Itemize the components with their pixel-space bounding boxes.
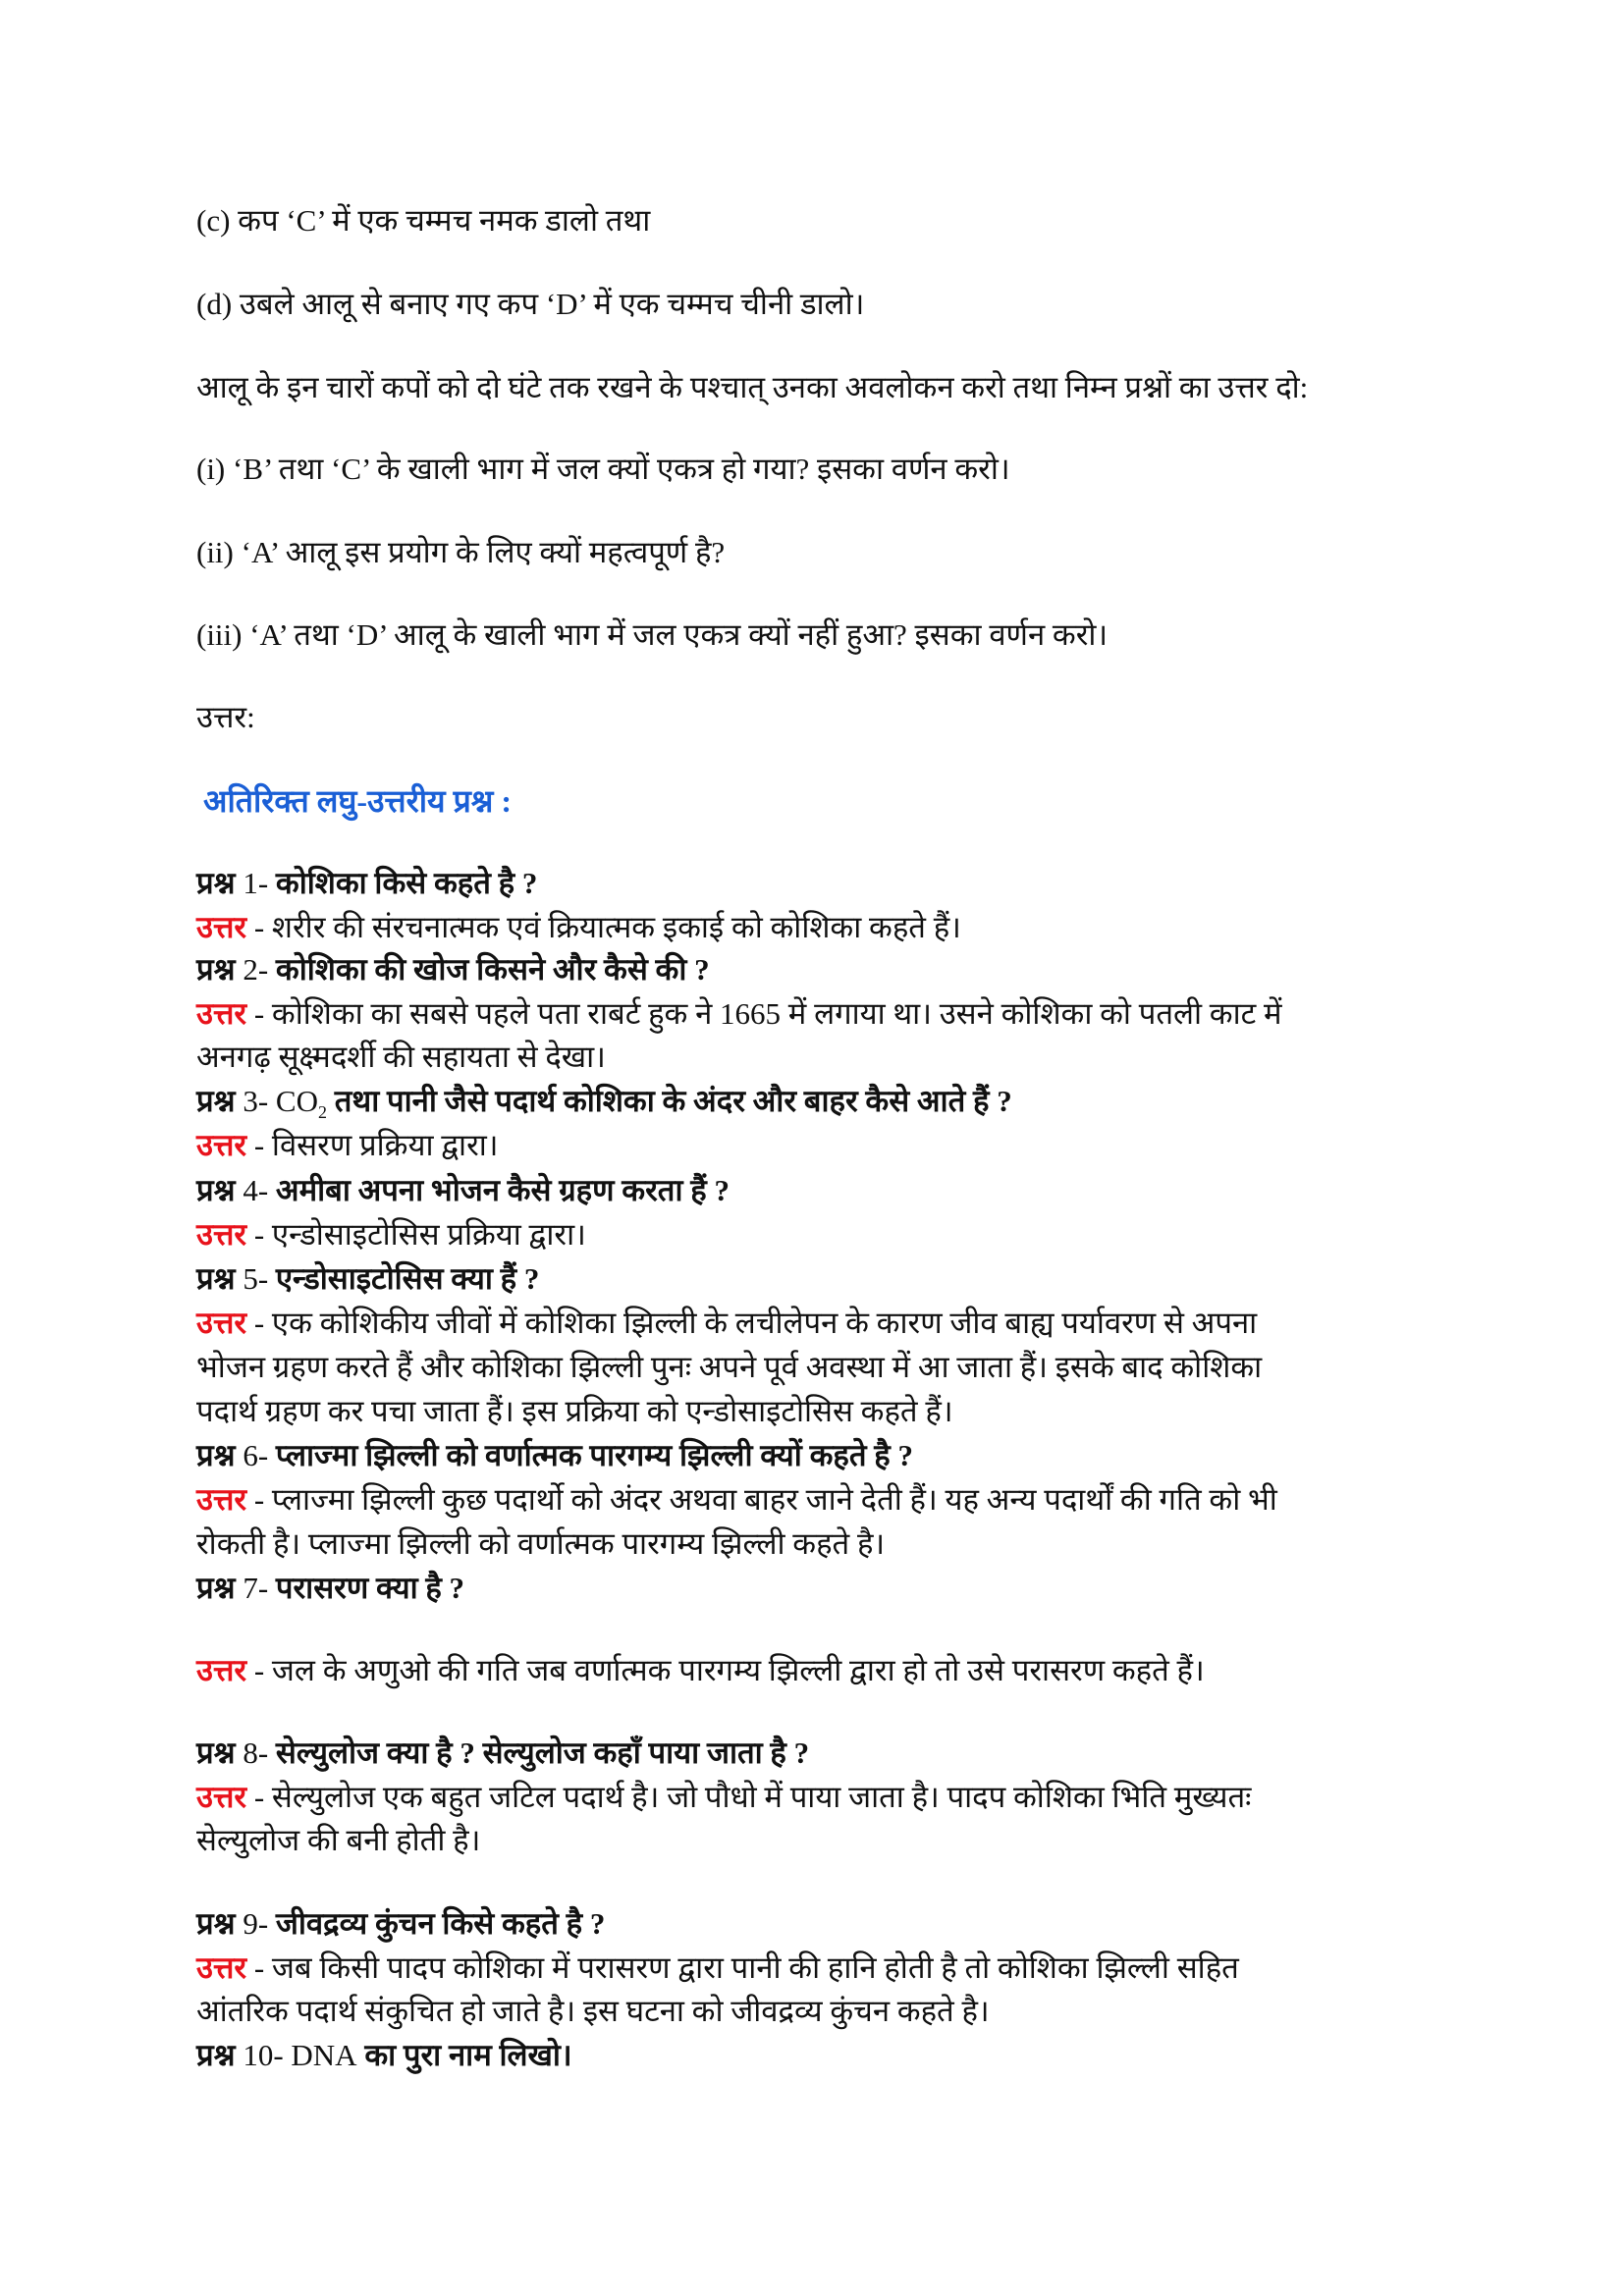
question-prefix: प्रश्न (196, 1084, 236, 1118)
question-text: एन्डोसाइटोसिस क्या हैं ? (275, 1261, 540, 1296)
answer-text: एक कोशिकीय जीवों में कोशिका झिल्ली के लचीलेपन के कारण जीव बाह्य पर्यावरण से अपना (271, 1306, 1258, 1340)
answer-separator: - (246, 996, 272, 1031)
answer-text: जल के अणुओ की गति जब वर्णात्मक पारगम्य झिल्ली द्वारा हो तो उसे परासरण कहते हैं। (271, 1653, 1205, 1687)
answer-label: उत्तर (196, 1217, 247, 1252)
answer-text: प्लाज्मा झिल्ली कुछ पदार्थो को अंदर अथवा बाहर जाने देती हैं। यह अन्य पदार्थों की गति को भी (271, 1482, 1277, 1517)
answer-text: कोशिका का सबसे पहले पता राबर्ट हुक ने 1665 में लगाया था। उसने कोशिका को पतली काट में (271, 996, 1282, 1031)
question-3 (196, 1082, 1012, 1121)
question-number: 10- (235, 2038, 292, 2072)
answer-line (196, 1992, 990, 2031)
question-number: 3- (235, 1084, 276, 1118)
question-5 (196, 1259, 539, 1299)
answer-label: उत्तर (196, 1653, 247, 1687)
answer-separator: - (246, 1217, 272, 1252)
question-9 (196, 1904, 605, 1944)
question-number: 1- (235, 866, 276, 900)
answer-label: उत्तर (196, 1306, 247, 1340)
answer-line (196, 908, 961, 947)
answer-line (196, 1038, 606, 1077)
intro-line: (c) कप ‘C’ में एक चम्मच नमक डालो तथा (196, 203, 651, 238)
answer-label: उत्तर (196, 1950, 247, 1985)
intro-line: (iii) ‘A’ तथा ‘D’ आलू के खाली भाग में जल एकत्र क्यों नहीं हुआ? इसका वर्णन करो। (196, 617, 1109, 652)
question-7 (196, 1569, 464, 1608)
question-text: कोशिका किसे कहते है ? (275, 866, 538, 900)
question-text: प्लाज्मा झिल्ली को वर्णात्मक पारगम्य झिल्ली क्यों कहते है ? (275, 1438, 913, 1472)
question-prefix: प्रश्न (196, 1173, 236, 1207)
answer-label: उत्तर (196, 1482, 247, 1517)
answer-text: भोजन ग्रहण करते हैं और कोशिका झिल्ली पुनः अपने पूर्व अवस्था में आ जाता हैं। इसके बाद कोशिका (196, 1350, 1263, 1384)
question-text: परासरण क्या है ? (275, 1571, 465, 1605)
question-prefix: प्रश्न (196, 1571, 236, 1605)
answer-line (196, 1126, 499, 1165)
intro-line: आलू के इन चारों कपों को दो घंटे तक रखने के पश्चात् उनका अवलोकन करो तथा निम्न प्रश्नों का उत्तर दो: (196, 370, 1309, 404)
question-text: सेल्युलोज क्या है ? सेल्युलोज कहाँ पाया जाता है ? (275, 1735, 810, 1770)
answer-line (196, 1949, 1239, 1988)
question-text: कोशिका की खोज किसने और कैसे की ? (275, 952, 710, 987)
answer-separator: - (246, 1482, 272, 1517)
answer-label: उत्तर (196, 910, 247, 944)
answer-line (196, 1392, 953, 1431)
section-heading: अतिरिक्त लघु-उत्तरीय प्रश्न : (203, 783, 513, 819)
answer-separator: - (246, 1653, 272, 1687)
intro-line: उत्तर: (196, 700, 255, 734)
question-number: 5- (235, 1261, 276, 1296)
answer-line (196, 994, 1282, 1034)
answer-separator: - (246, 1128, 272, 1162)
answer-label: उत्तर (196, 1128, 247, 1162)
question-prefix: प्रश्न (196, 1261, 236, 1296)
question-prefix: प्रश्न (196, 866, 236, 900)
question-text: तथा पानी जैसे पदार्थ कोशिका के अंदर और बाहर कैसे आते हैं ? (326, 1084, 1012, 1118)
question-prefix: प्रश्न (196, 1906, 236, 1941)
answer-text: विसरण प्रक्रिया द्वारा। (271, 1128, 499, 1162)
question-2 (196, 950, 710, 989)
question-6 (196, 1436, 913, 1475)
answer-line (196, 1304, 1257, 1343)
answer-line (196, 1778, 1251, 1817)
question-number: 2- (235, 952, 276, 987)
intro-line: (i) ‘B’ तथा ‘C’ के खाली भाग में जल क्यों एकत्र हो गया? इसका वर्णन करो। (196, 452, 1010, 486)
question-prefix: प्रश्न (196, 2038, 236, 2072)
answer-line (196, 1651, 1205, 1690)
question-8 (196, 1734, 809, 1773)
question-number: 4- (235, 1173, 276, 1207)
answer-text: जब किसी पादप कोशिका में परासरण द्वारा पानी की हानि होती है तो कोशिका झिल्ली सहित (271, 1950, 1239, 1985)
answer-line (196, 1215, 586, 1255)
answer-line (196, 1348, 1262, 1387)
answer-separator: - (246, 1950, 272, 1985)
question-number: 8- (235, 1735, 276, 1770)
answer-text: पदार्थ ग्रहण कर पचा जाता हैं। इस प्रक्रिया को एन्डोसाइटोसिस कहते हैं। (196, 1394, 953, 1428)
answer-text: शरीर की संरचनात्मक एवं क्रियात्मक इकाई को कोशिका कहते हैं। (271, 910, 961, 944)
question-10 (196, 2036, 572, 2075)
question-term: DNA (291, 2038, 357, 2072)
question-subscript: 2 (317, 1102, 327, 1123)
answer-text: सेल्युलोज की बनी होती है। (196, 1823, 481, 1857)
question-prefix: प्रश्न (196, 1438, 236, 1472)
answer-separator: - (246, 1306, 272, 1340)
question-text: अमीबा अपना भोजन कैसे ग्रहण करता हैं ? (275, 1173, 730, 1207)
answer-label: उत्तर (196, 996, 247, 1031)
question-number: 6- (235, 1438, 276, 1472)
answer-text: रोकती है। प्लाज्मा झिल्ली को वर्णात्मक पारगम्य झिल्ली कहते है। (196, 1526, 886, 1561)
question-4 (196, 1171, 730, 1210)
answer-line (196, 1821, 480, 1860)
answer-text: आंतरिक पदार्थ संकुचित हो जाते है। इस घटना को जीवद्रव्य कुंचन कहते है। (196, 1994, 990, 2028)
intro-line: (ii) ‘A’ आलू इस प्रयोग के लिए क्यों महत्वपूर्ण है? (196, 535, 726, 569)
question-prefix: प्रश्न (196, 952, 236, 987)
answer-line (196, 1524, 885, 1564)
answer-text: अनगढ़ सूक्ष्मदर्शी की सहायता से देखा। (196, 1040, 606, 1074)
answer-separator: - (246, 1780, 272, 1814)
answer-text: सेल्युलोज एक बहुत जटिल पदार्थ है। जो पौधो में पाया जाता है। पादप कोशिका भिति मुख्यतः (271, 1780, 1252, 1814)
question-text: का पुरा नाम लिखो। (356, 2038, 572, 2072)
question-number: 9- (235, 1906, 276, 1941)
question-term: CO (275, 1084, 318, 1118)
answer-text: एन्डोसाइटोसिस प्रक्रिया द्वारा। (271, 1217, 586, 1252)
answer-line (196, 1480, 1277, 1520)
question-text: जीवद्रव्य कुंचन किसे कहते है ? (275, 1906, 606, 1941)
answer-label: उत्तर (196, 1780, 247, 1814)
answer-separator: - (246, 910, 272, 944)
question-1 (196, 864, 537, 903)
intro-line: (d) उबले आलू से बनाए गए कप ‘D’ में एक चम्मच चीनी डालो। (196, 287, 865, 321)
question-prefix: प्रश्न (196, 1735, 236, 1770)
question-number: 7- (235, 1571, 276, 1605)
